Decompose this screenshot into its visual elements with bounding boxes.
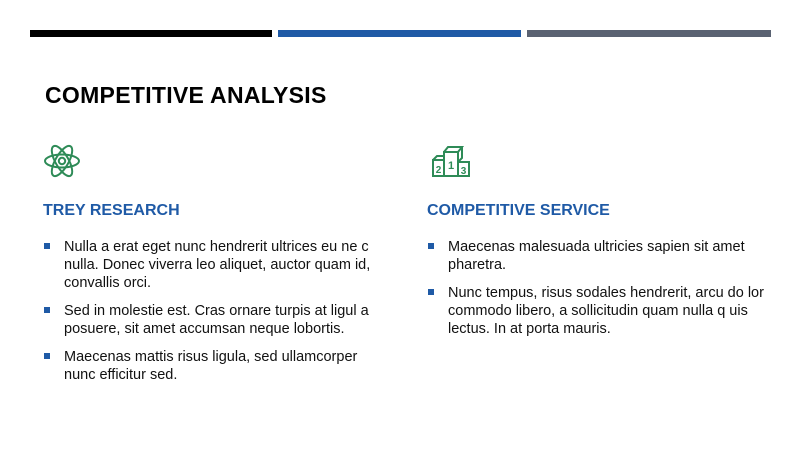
- bullet-text: Nulla a erat eget nunc hendrerit ultrices eu ne c nulla. Donec viverra leo aliquet, auctor quam id, convallis orci.: [64, 239, 371, 291]
- left-column: [43, 140, 383, 394]
- accent-bar-black: [30, 30, 272, 37]
- right-bullet-list: [427, 238, 767, 338]
- right-heading: COMPETITIVE SERVICE: [427, 202, 610, 219]
- bullet-text: Maecenas mattis risus ligula, sed ullamcorper nunc efficitur sed.: [64, 349, 358, 383]
- bullet-icon: [44, 353, 50, 359]
- accent-bar-blue: [278, 30, 521, 37]
- list-item: [43, 238, 383, 292]
- bullet-text: Maecenas malesuada ultricies sapien sit amet pharetra.: [448, 239, 745, 273]
- right-column: [427, 140, 767, 348]
- bullet-icon: [428, 243, 434, 249]
- podium-label-first: 1: [447, 160, 455, 172]
- bullet-text: Sed in molestie est. Cras ornare turpis at ligul a posuere, sit amet accumsan neque lobortis.: [64, 303, 369, 337]
- bullet-icon: [428, 289, 434, 295]
- list-item: [427, 238, 767, 274]
- podium-label-second: 2: [435, 165, 442, 176]
- list-item: [43, 302, 383, 338]
- accent-bar-gray: [527, 30, 771, 37]
- accent-bars: [30, 30, 771, 37]
- bullet-icon: [44, 243, 50, 249]
- atom-icon: [43, 140, 83, 182]
- list-item: [43, 348, 383, 384]
- podium-label-third: 3: [460, 166, 467, 177]
- list-item: [427, 284, 767, 338]
- slide-title: COMPETITIVE ANALYSIS: [45, 82, 327, 108]
- left-bullet-list: [43, 238, 383, 384]
- podium-icon: [427, 140, 475, 182]
- left-heading: TREY RESEARCH: [43, 202, 180, 219]
- bullet-text: Nunc tempus, risus sodales hendrerit, arcu do lor commodo libero, a sollicitudin quam nulla q uis lectus. In at porta mauris.: [448, 285, 764, 337]
- bullet-icon: [44, 307, 50, 313]
